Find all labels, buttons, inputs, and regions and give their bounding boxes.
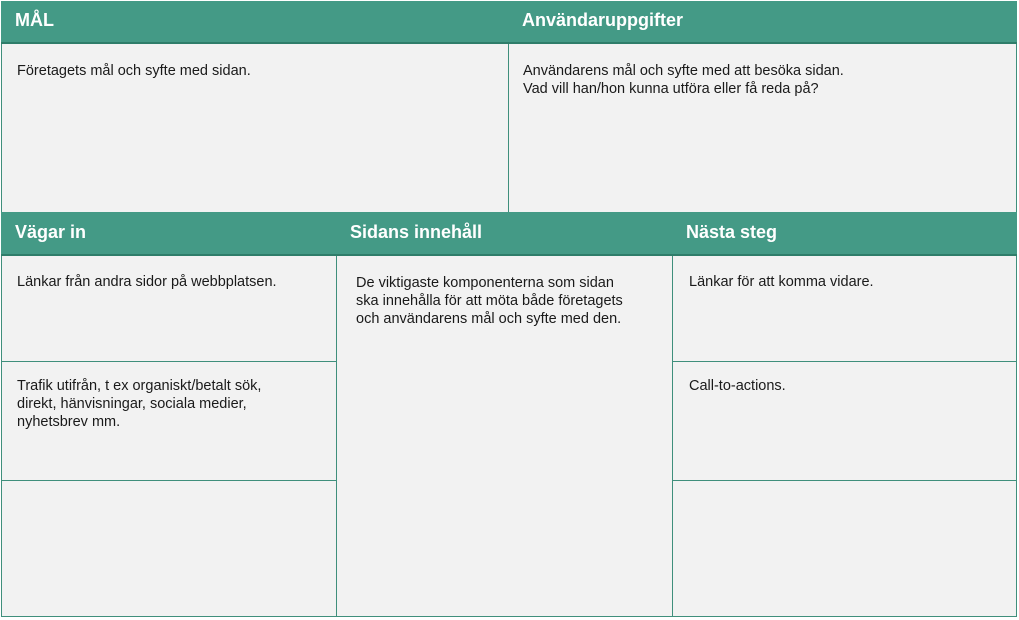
anvandaruppgifter-header: Användaruppgifter — [508, 1, 1017, 44]
sidans-innehall-panel — [336, 212, 673, 617]
anvandaruppgifter-text: Användarens mål och syfte med att besöka sidan. Vad vill han/hon kunna utföra eller få reda på? — [523, 63, 844, 97]
nasta-steg-text-2: Call-to-actions. — [689, 378, 786, 394]
nasta-steg-header: Nästa steg — [672, 212, 1017, 256]
sidans-innehall-text: De viktigaste komponenterna som sidan ska innehålla för att möta både företagets och användarens mål och syfte med den. — [356, 275, 623, 327]
vagar-in-panel-3 — [1, 480, 337, 617]
vagar-in-header: Vägar in — [1, 212, 337, 256]
mal-text: Företagets mål och syfte med sidan. — [17, 63, 251, 79]
vagar-in-text-2: Trafik utifrån, t ex organiskt/betalt sök, direkt, hänvisningar, sociala medier, nyhetsbrev mm. — [17, 378, 262, 430]
nasta-steg-panel-3 — [672, 480, 1017, 617]
nasta-steg-text-1: Länkar för att komma vidare. — [689, 274, 874, 290]
mal-header: MÅL — [1, 1, 509, 44]
sidans-innehall-header: Sidans innehåll — [336, 212, 673, 256]
vagar-in-text-1: Länkar från andra sidor på webbplatsen. — [17, 274, 277, 290]
